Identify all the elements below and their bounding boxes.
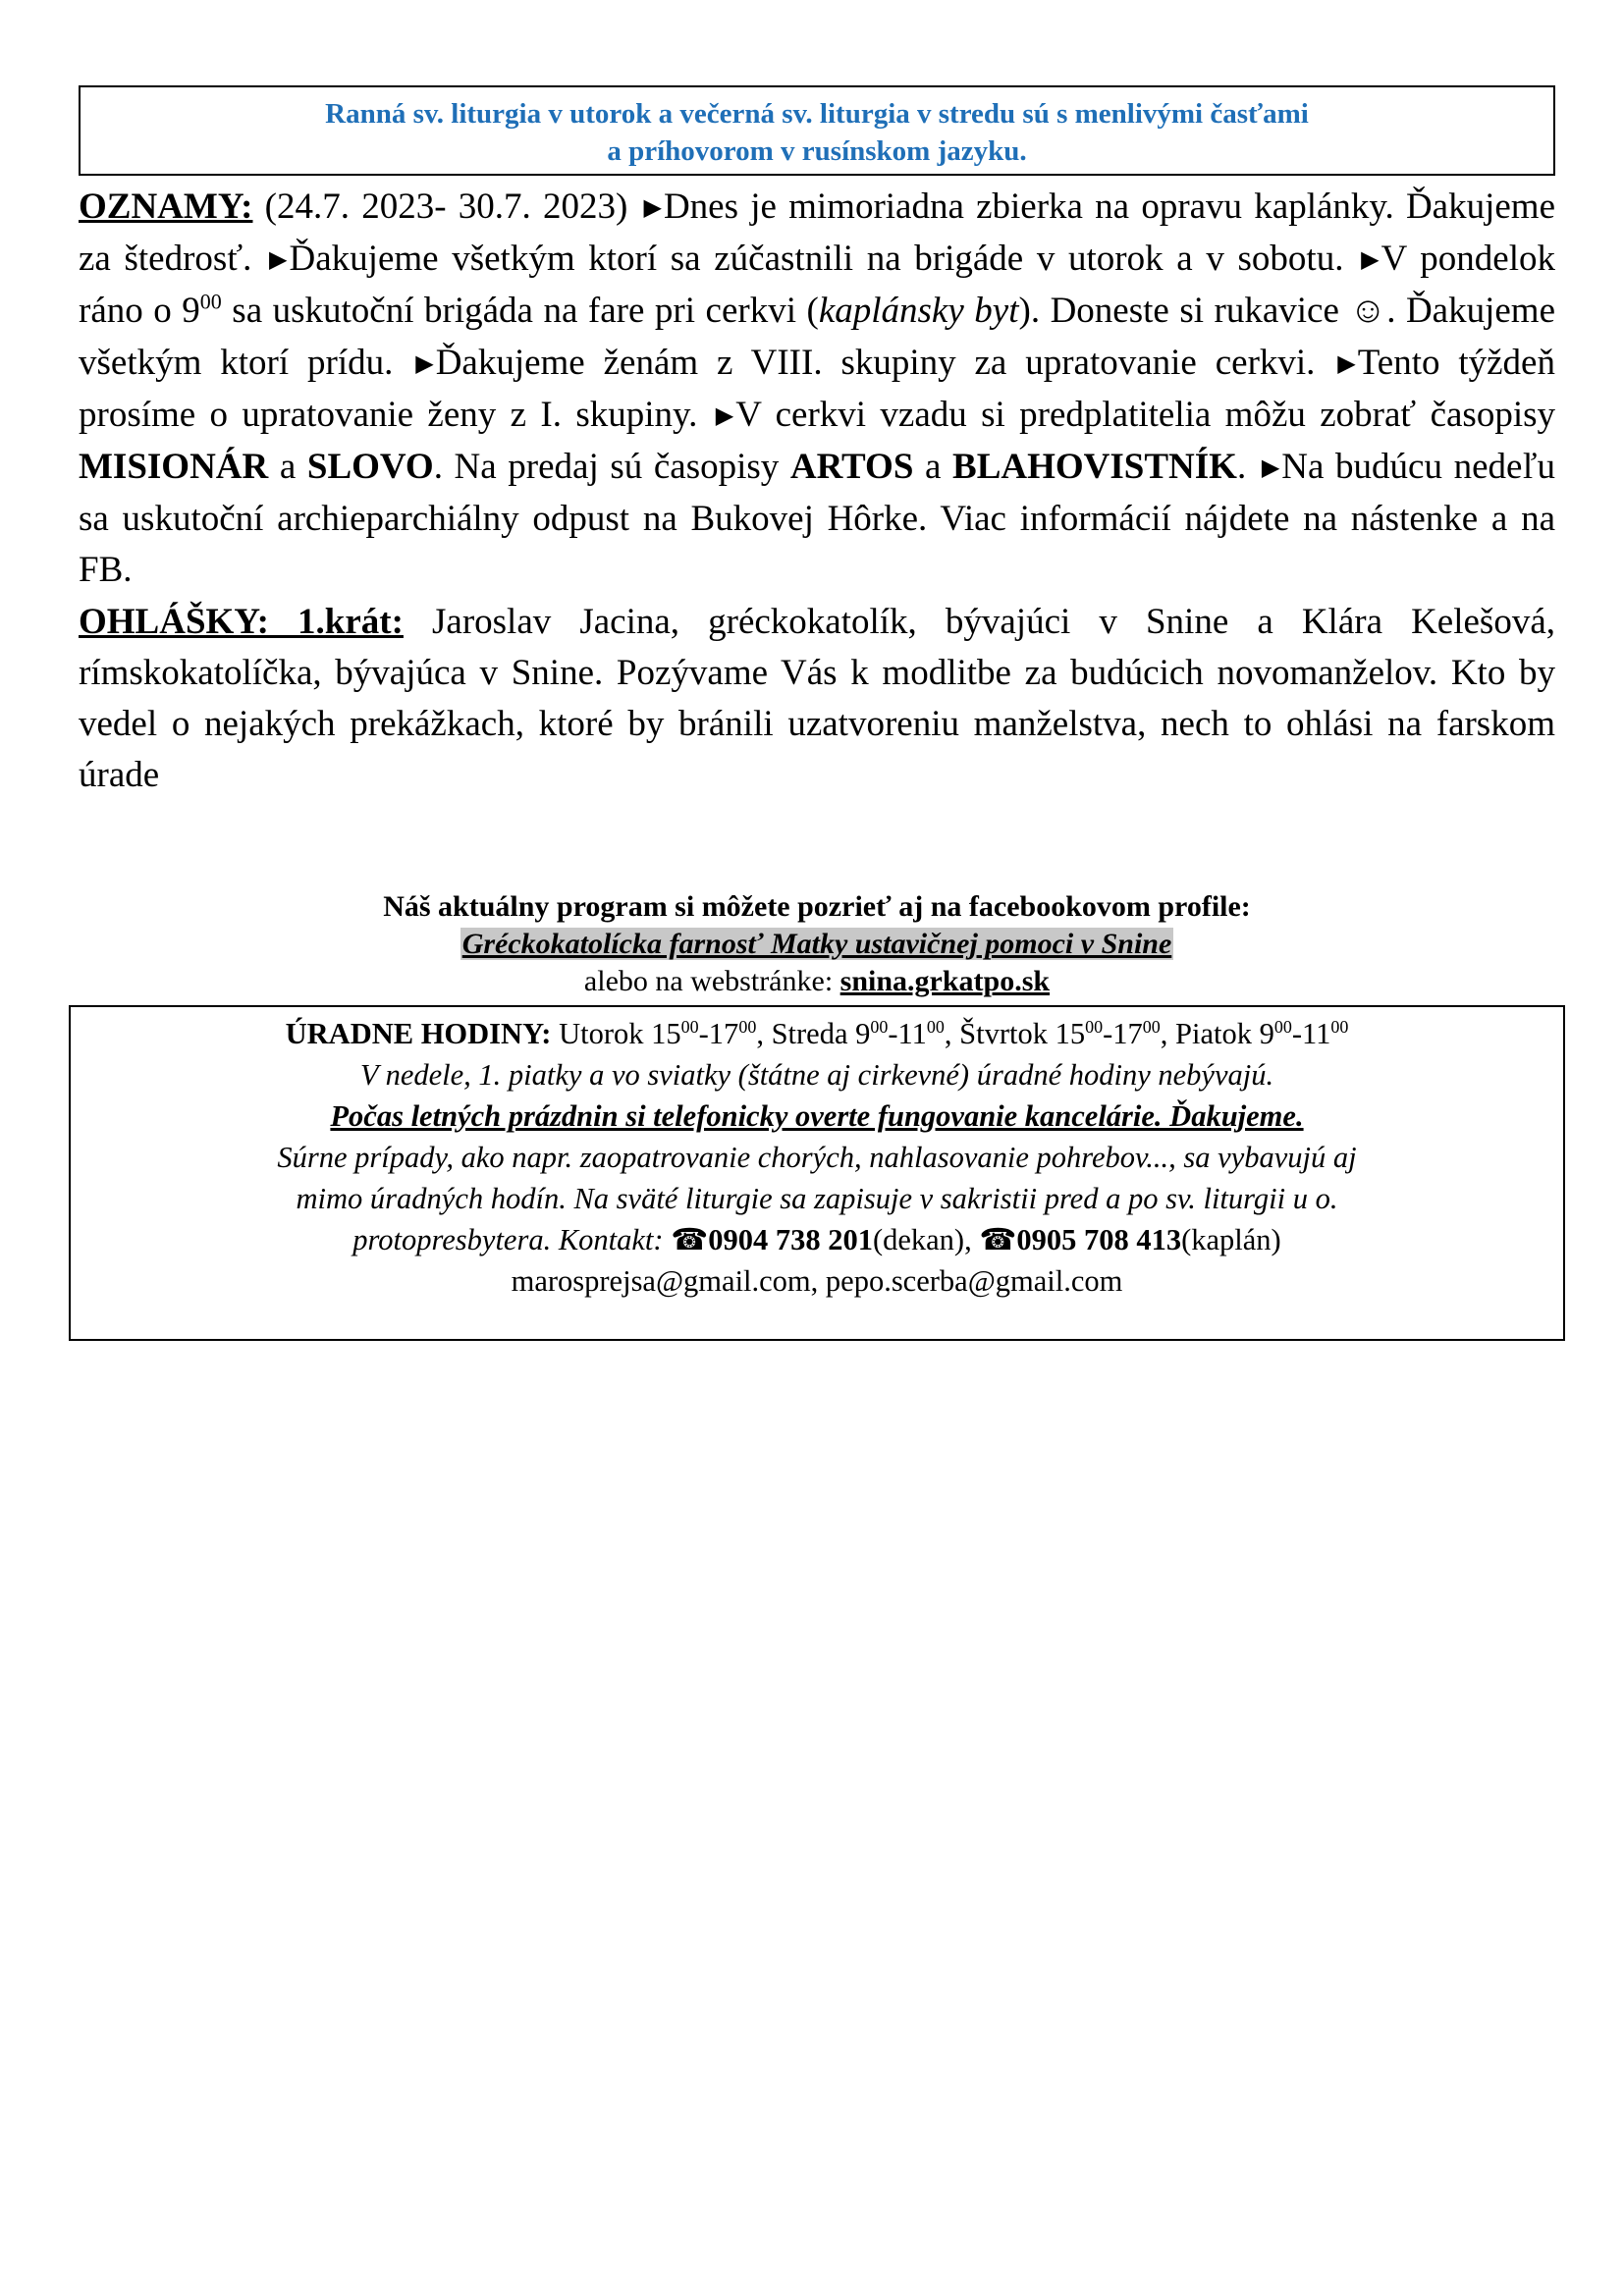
magazine-name: MISIONÁR xyxy=(79,447,269,488)
social-section xyxy=(79,888,1555,1000)
announcement-text: Ďakujeme ženám z VIII. skupiny za upratovanie cerkvi. xyxy=(435,342,1334,383)
urgent-cases-line-2: mimo úradných hodín. Na sväté liturgie sa zapisuje v sakristii pred a po sv. liturgii u o. xyxy=(296,1182,1338,1215)
announcement-text: Tento týždeň prosíme o upratovanie ženy z I. skupiny. xyxy=(79,342,1555,435)
website-link[interactable]: snina.grkatpo.sk xyxy=(839,965,1051,997)
triangle-bullet-icon: ▶ xyxy=(1261,455,1280,482)
phone-icon: ☎ xyxy=(979,1223,1017,1256)
magazine-name: BLAHOVISTNÍK xyxy=(952,447,1237,488)
time-superscript: 00 xyxy=(738,1016,757,1037)
liturgy-notice-box xyxy=(79,85,1555,176)
holiday-note: V nedele, 1. piatky a vo sviatky (štátne aj cirkevné) úradné hodiny nebývajú. xyxy=(359,1058,1274,1092)
time-superscript: 00 xyxy=(1142,1016,1161,1037)
email-line[interactable]: marosprejsa@gmail.com, pepo.scerba@gmail.com xyxy=(511,1264,1123,1298)
phone-owner: (dekan), xyxy=(872,1223,980,1256)
announcement-text: V cerkvi vzadu si predplatitelia môžu zobrať časopisy xyxy=(735,394,1555,435)
notice-line-2: a príhovorom v rusínskom jazyku. xyxy=(607,135,1027,167)
triangle-bullet-icon: ▶ xyxy=(1361,247,1380,274)
announcement-text: V pondelok ráno o 9 xyxy=(79,239,1555,332)
magazine-name: ARTOS xyxy=(789,447,914,488)
oznamy-heading: OZNAMY: xyxy=(79,187,253,227)
office-hours-box xyxy=(69,1005,1565,1341)
magazine-name: SLOVO xyxy=(306,447,434,488)
time-superscript: 00 xyxy=(680,1016,699,1037)
hours-text: -11 xyxy=(1291,1017,1331,1050)
triangle-bullet-icon: ▶ xyxy=(643,195,662,221)
announcement-text: Dnes je mimoriadna zbierka na opravu kaplánky. Ďakujeme za štedrosť. xyxy=(79,187,1555,280)
announcement-text: . xyxy=(1236,447,1258,488)
ohlasky-heading: OHLÁŠKY: 1.krát: xyxy=(79,601,404,642)
announcement-text: sa uskutoční brigáda na fare pri cerkvi ( xyxy=(221,291,819,332)
ohlasky-paragraph xyxy=(79,597,1555,802)
announcement-text: a xyxy=(268,447,307,488)
office-hours-label: ÚRADNE HODINY: xyxy=(285,1017,552,1050)
facebook-intro: Náš aktuálny program si môžete pozrieť aj na facebookovom profile: xyxy=(383,890,1251,923)
summer-note: Počas letných prázdnin si telefonicky overte fungovanie kancelárie. Ďakujeme. xyxy=(330,1099,1304,1133)
phone-icon: ☎ xyxy=(671,1223,709,1256)
notice-line-1: Ranná sv. liturgia v utorok a večerná sv. liturgia v stredu sú s menlivými časťami xyxy=(325,98,1309,130)
phone-owner: (kaplán) xyxy=(1181,1223,1281,1256)
phone-dekan[interactable]: 0904 738 201 xyxy=(708,1223,873,1256)
web-prefix: alebo na webstránke: xyxy=(583,965,840,997)
urgent-cases-line-1: Súrne prípady, ako napr. zaopatrovanie chorých, nahlasovanie pohrebov..., sa vybavujú aj xyxy=(277,1141,1357,1174)
announcement-text: Na budúcu nedeľu sa uskutoční archieparchiálny odpust na Bukovej Hôrke. Viac informácií nájdete na nástenke a na FB. xyxy=(79,447,1555,591)
hours-text: -11 xyxy=(888,1017,927,1050)
announcement-text: . Na predaj sú časopisy xyxy=(433,447,790,488)
ohlasky-text: Jaroslav Jacina, gréckokatolík, bývajúci v Snine a Klára Kelešová, rímskokatolíčka, bývajúca v Snine. Pozývame Vás k modlitbe za budúcich novomanželov. Kto by vedel o nejakých prekážkach, ktoré by bránili uzatvoreniu manželstva, nech to ohlási na farskom úrade xyxy=(79,601,1555,796)
triangle-bullet-icon: ▶ xyxy=(1337,350,1356,377)
time-superscript: 00 xyxy=(1273,1016,1292,1037)
hours-text: -17 xyxy=(1103,1017,1143,1050)
announcement-italic: kaplánsky byt xyxy=(818,291,1019,332)
triangle-bullet-icon: ▶ xyxy=(269,247,288,274)
hours-text: , Streda 9 xyxy=(756,1017,871,1050)
time-superscript: 00 xyxy=(199,290,222,315)
office-hours-line xyxy=(71,1013,1563,1054)
parish-facebook-link[interactable]: Gréckokatolícka farnosť Matky ustavičnej pomoci v Snine xyxy=(461,928,1172,960)
hours-text: -17 xyxy=(698,1017,739,1050)
time-superscript: 00 xyxy=(926,1016,945,1037)
hours-text: , Štvrtok 15 xyxy=(944,1017,1086,1050)
announcement-text: ). Doneste si rukavice ☺. Ďakujeme všetkým ktorí prídu. xyxy=(79,291,1556,383)
contact-line xyxy=(71,1219,1563,1260)
triangle-bullet-icon: ▶ xyxy=(415,350,434,377)
announcement-text: Ďakujeme všetkým ktorí sa zúčastnili na brigáde v utorok a v sobotu. xyxy=(289,239,1358,280)
time-superscript: 00 xyxy=(1085,1016,1104,1037)
announcements-section xyxy=(79,182,1555,801)
announcement-text: a xyxy=(913,447,953,488)
hours-text: , Piatok 9 xyxy=(1160,1017,1274,1050)
time-superscript: 00 xyxy=(870,1016,889,1037)
oznamy-paragraph xyxy=(79,182,1555,597)
hours-text: Utorok 15 xyxy=(551,1017,681,1050)
oznamy-dates: (24.7. 2023- 30.7. 2023) xyxy=(252,187,640,227)
triangle-bullet-icon: ▶ xyxy=(715,402,734,429)
contact-label: protopresbytera. Kontakt: xyxy=(352,1223,672,1256)
time-superscript: 00 xyxy=(1330,1016,1349,1037)
phone-kaplan[interactable]: 0905 708 413 xyxy=(1016,1223,1182,1256)
